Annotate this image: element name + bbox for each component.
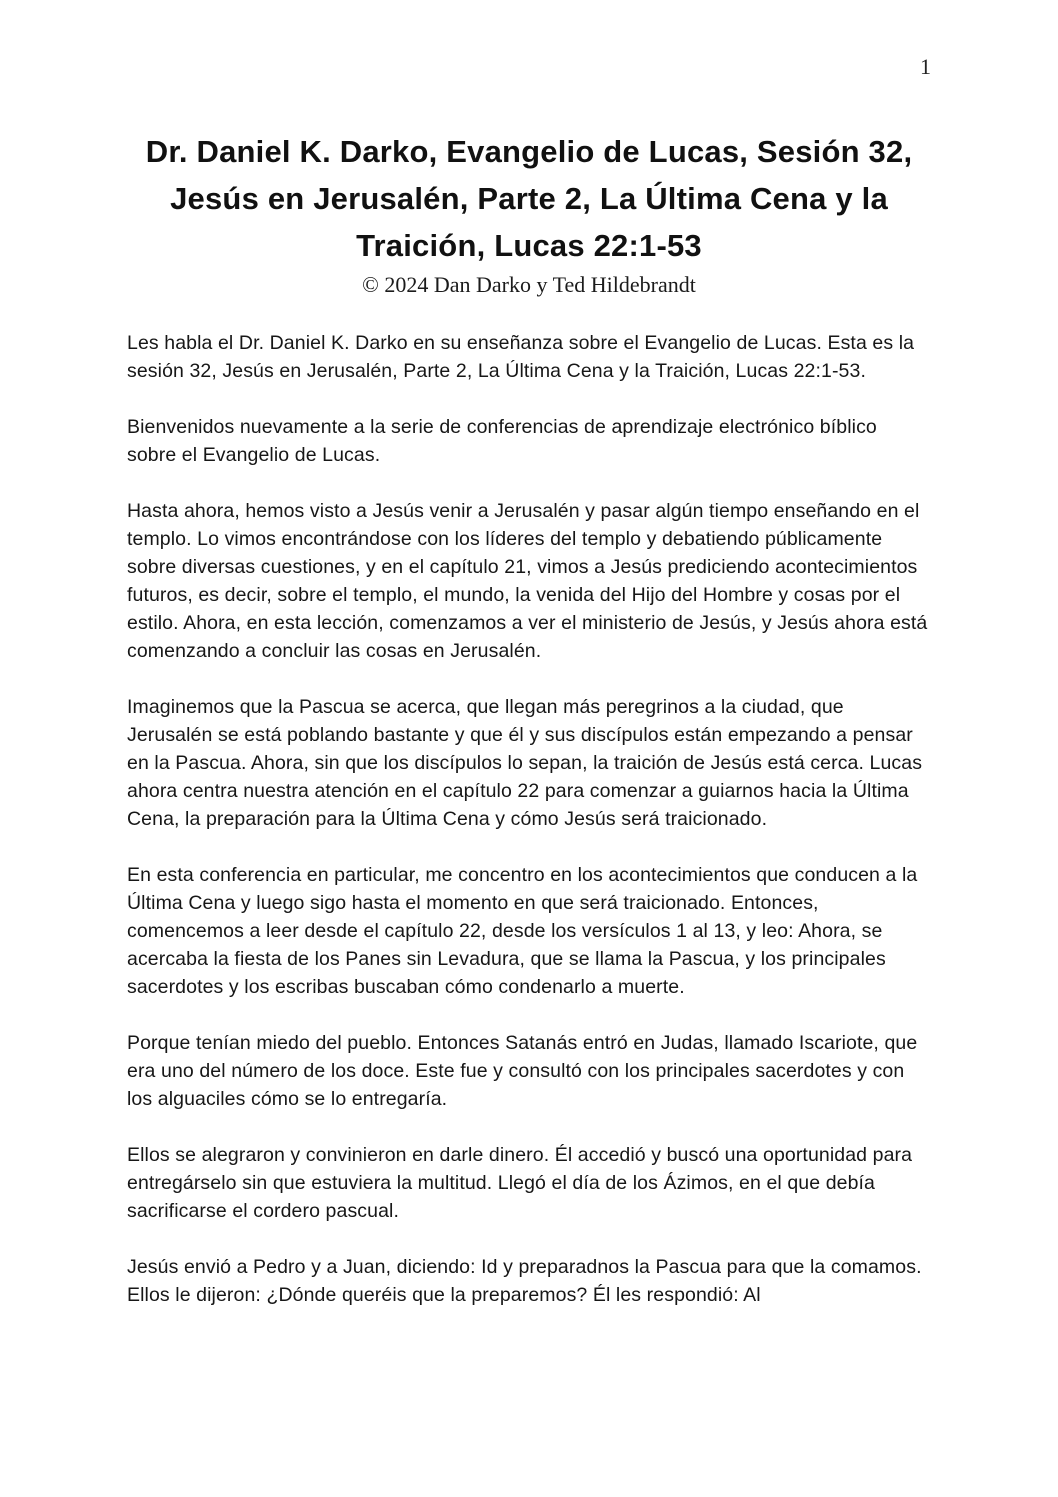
paragraph-agreement: Ellos se alegraron y convinieron en darle dinero. Él accedió y buscó una oportunidad para entregárselo sin que estuviera la multitud. Llegó el día de los Ázimos, en el que debía sacrificarse el cordero pascual. [127, 1144, 913, 1222]
document-title-line-2: Jesús en Jerusalén, Parte 2, La Última Cena y la [170, 181, 888, 216]
document-title-line-1: Dr. Daniel K. Darko, Evangelio de Lucas, Sesión 32, [145, 134, 913, 169]
paragraph-peter-and-john: Jesús envió a Pedro y a Juan, diciendo: Id y preparadnos la Pascua para que la comamos. Ellos le dijeron: ¿Dónde queréis que la preparemos? Él les respondió: Al [127, 1256, 922, 1306]
paragraph-passover-setting: Imaginemos que la Pascua se acerca, que llegan más peregrinos a la ciudad, que Jerusalén se está poblando bastante y que él y sus discípulos están empezando a pensar en la Pascua. Ahora, sin que los discípulos lo sepan, la traición de Jesús está cerca. Lucas ahora centra nuestra atención en el capítulo 22 para comenzar a guiarnos hacia la Última Cena, la preparación para la Última Cena y cómo Jesús será traicionado. [127, 696, 923, 830]
document-body [127, 329, 931, 1309]
paragraph-intro-speaker: Les habla el Dr. Daniel K. Darko en su enseñanza sobre el Evangelio de Lucas. Esta es la sesión 32, Jesús en Jerusalén, Parte 2, La Última Cena y la Traición, Lucas 22:1-53. [127, 332, 915, 382]
document-title-line-3: Traición, Lucas 22:1-53 [356, 228, 702, 263]
paragraph-welcome: Bienvenidos nuevamente a la serie de conferencias de aprendizaje electrónico bíblico sobre el Evangelio de Lucas. [127, 416, 877, 466]
copyright-line: © 2024 Dan Darko y Ted Hildebrandt [362, 272, 696, 297]
paragraph-recap: Hasta ahora, hemos visto a Jesús venir a Jerusalén y pasar algún tiempo enseñando en el templo. Lo vimos encontrándose con los líderes del templo y debatiendo públicamente sobre diversas cuestiones, y en el capítulo 21, vimos a Jesús prediciendo acontecimientos futuros, es decir, sobre el templo, el mundo, la venida del Hijo del Hombre y cosas por el estilo. Ahora, en esta lección, comenzamos a ver el ministerio de Jesús, y Jesús ahora está comenzando a concluir las cosas en Jerusalén. [127, 500, 928, 662]
paragraph-judas: Porque tenían miedo del pueblo. Entonces Satanás entró en Judas, llamado Iscariote, que era uno del número de los doce. Este fue y consultó con los principales sacerdotes y con los alguaciles cómo se lo entregaría. [127, 1032, 918, 1110]
document-title [127, 0, 931, 269]
paragraph-lecture-focus: En esta conferencia en particular, me concentro en los acontecimientos que conducen a la Última Cena y luego sigo hasta el momento en que será traicionado. Entonces, comencemos a leer desde el capítulo 22, desde los versículos 1 al 13, y leo: Ahora, se acercaba la fiesta de los Panes sin Levadura, que se llama la Pascua, y los principales sacerdotes y los escribas buscaban cómo condenarlo a muerte. [127, 864, 918, 998]
page-number: 1 [920, 54, 931, 79]
